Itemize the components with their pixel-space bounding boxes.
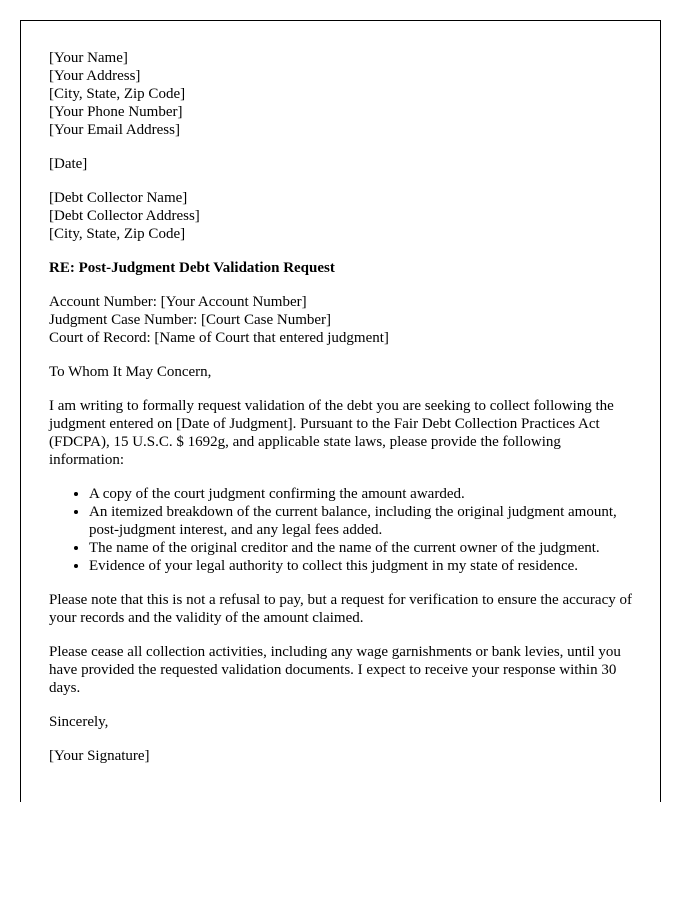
recipient-city-state-zip: [City, State, Zip Code] — [49, 226, 186, 242]
reference-block — [49, 293, 639, 347]
request-item-legal-authority: • Evidence of your legal authority to collect this judgment in my state of residence. — [89, 557, 639, 575]
sender-phone: [Your Phone Number] — [49, 104, 183, 120]
cease-paragraph: Please cease all collection activities, including any wage garnishments or bank levies, until you have provided the requested validation documents. I expect to receive your response within 30 days. — [49, 644, 621, 696]
note-paragraph: Please note that this is not a refusal to pay, but a request for verification to ensure the accuracy of your records and the validity of the amount claimed. — [49, 592, 632, 626]
recipient-block — [49, 189, 639, 243]
case-number: Judgment Case Number: [Court Case Number] — [49, 312, 332, 328]
letter-body — [49, 49, 639, 781]
sender-name: [Your Name] — [49, 50, 128, 66]
request-item-copy-of-judgment: • A copy of the court judgment confirming the amount awarded. — [89, 485, 639, 503]
account-number: Account Number: [Your Account Number] — [49, 294, 307, 310]
request-item-itemized-breakdown: • An itemized breakdown of the current balance, including the original judgment amount, post-judgment interest, and any legal fees added. — [89, 503, 639, 539]
recipient-address: [Debt Collector Address] — [49, 208, 200, 224]
sender-address: [Your Address] — [49, 68, 141, 84]
request-item-creditor-names: • The name of the original creditor and the name of the current owner of the judgment. — [89, 539, 639, 557]
intro-paragraph: I am writing to formally request validation of the debt you are seeking to collect following the judgment entered on [Date of Judgment]. Pursuant to the Fair Debt Collection Practices Act (FDCPA), 15 U.S.C. $ 1692g, and applicable state laws, please provide the following information: — [49, 398, 614, 468]
subject-line: RE: Post-Judgment Debt Validation Request — [49, 260, 335, 276]
sender-city-state-zip: [City, State, Zip Code] — [49, 86, 186, 102]
signature: [Your Signature] — [49, 748, 150, 764]
salutation: To Whom It May Concern, — [49, 364, 212, 380]
date-block — [49, 155, 639, 173]
letter-page — [20, 20, 661, 802]
court-of-record: Court of Record: [Name of Court that entered judgment] — [49, 330, 389, 346]
closing: Sincerely, — [49, 714, 109, 730]
recipient-name: [Debt Collector Name] — [49, 190, 188, 206]
sender-email: [Your Email Address] — [49, 122, 180, 138]
sender-block — [49, 49, 639, 139]
request-list — [49, 485, 639, 575]
letter-date: [Date] — [49, 156, 88, 172]
